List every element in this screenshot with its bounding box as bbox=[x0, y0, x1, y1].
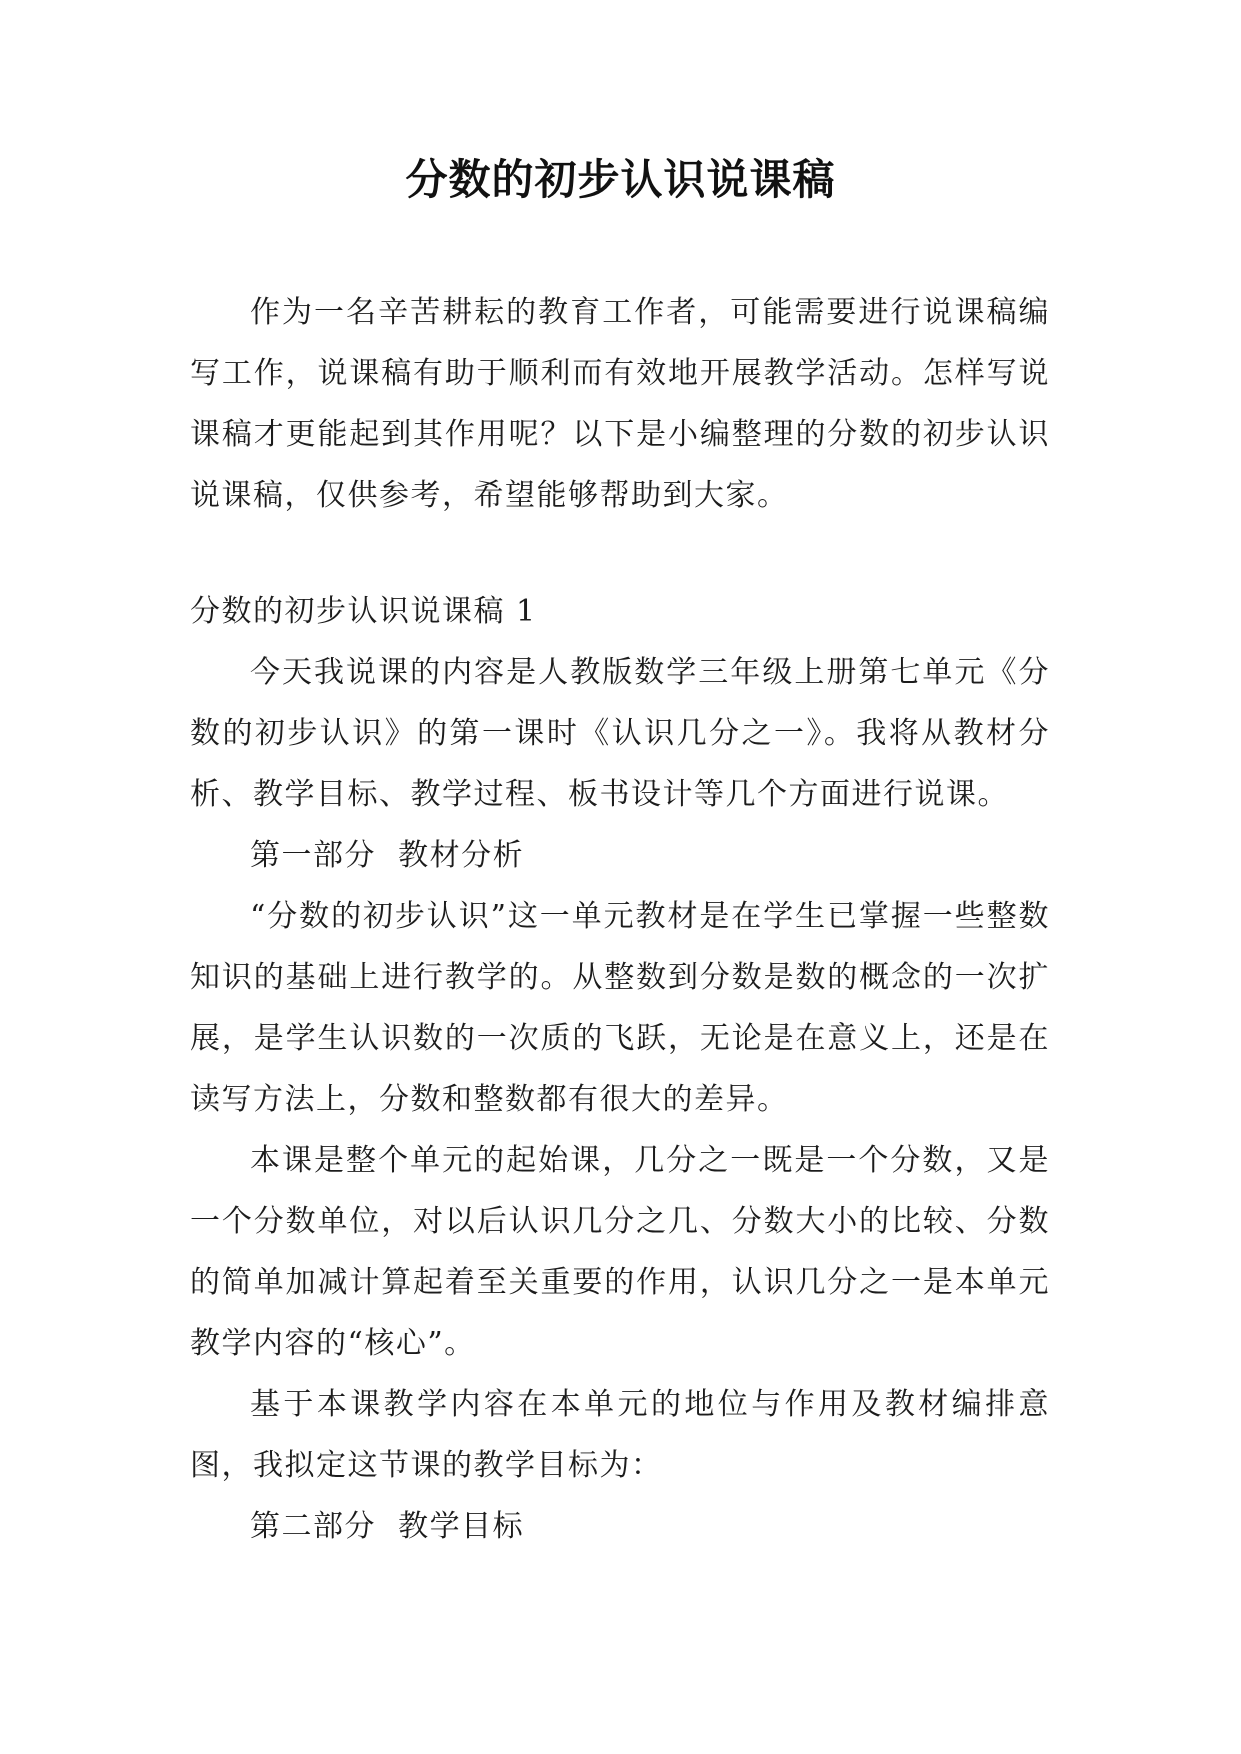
body-paragraph: 本课是整个单元的起始课，几分之一既是一个分数，又是一个分数单位，对以后认识几分之几、分数大小的比较、分数的简单加减计算起着至关重要的作用，认识几分之一是本单元教学内容的“核心”。 bbox=[190, 1143, 1050, 1361]
body-paragraph: 基于本课教学内容在本单元的地位与作用及教材编排意图，我拟定这节课的教学目标为： bbox=[190, 1387, 1050, 1483]
document-body bbox=[190, 282, 1050, 1557]
paragraph-gap bbox=[190, 526, 1050, 581]
section-heading: 分数的初步认识说课稿 1 bbox=[190, 594, 537, 629]
part-heading-textbook-analysis: 第一部分 教材分析 bbox=[250, 838, 525, 873]
body-paragraph: “分数的初步认识”这一单元教材是在学生已掌握一些整数知识的基础上进行教学的。从整数到分数是数的概念的一次扩展，是学生认识数的一次质的飞跃，无论是在意义上，还是在读写方法上，分数和整数都有很大的差异。 bbox=[190, 899, 1050, 1117]
part-heading-teaching-goals: 第二部分 教学目标 bbox=[250, 1509, 525, 1544]
document-title: 分数的初步认识说课稿 bbox=[405, 155, 836, 204]
intro-paragraph: 作为一名辛苦耕耘的教育工作者，可能需要进行说课稿编写工作，说课稿有助于顺利而有效地开展教学活动。怎样写说课稿才更能起到其作用呢？以下是小编整理的分数的初步认识说课稿，仅供参考，希望能够帮助到大家。 bbox=[190, 295, 1050, 513]
body-paragraph: 今天我说课的内容是人教版数学三年级上册第七单元《分数的初步认识》的第一课时《认识几分之一》。我将从教材分析、教学目标、教学过程、板书设计等几个方面进行说课。 bbox=[190, 655, 1050, 812]
